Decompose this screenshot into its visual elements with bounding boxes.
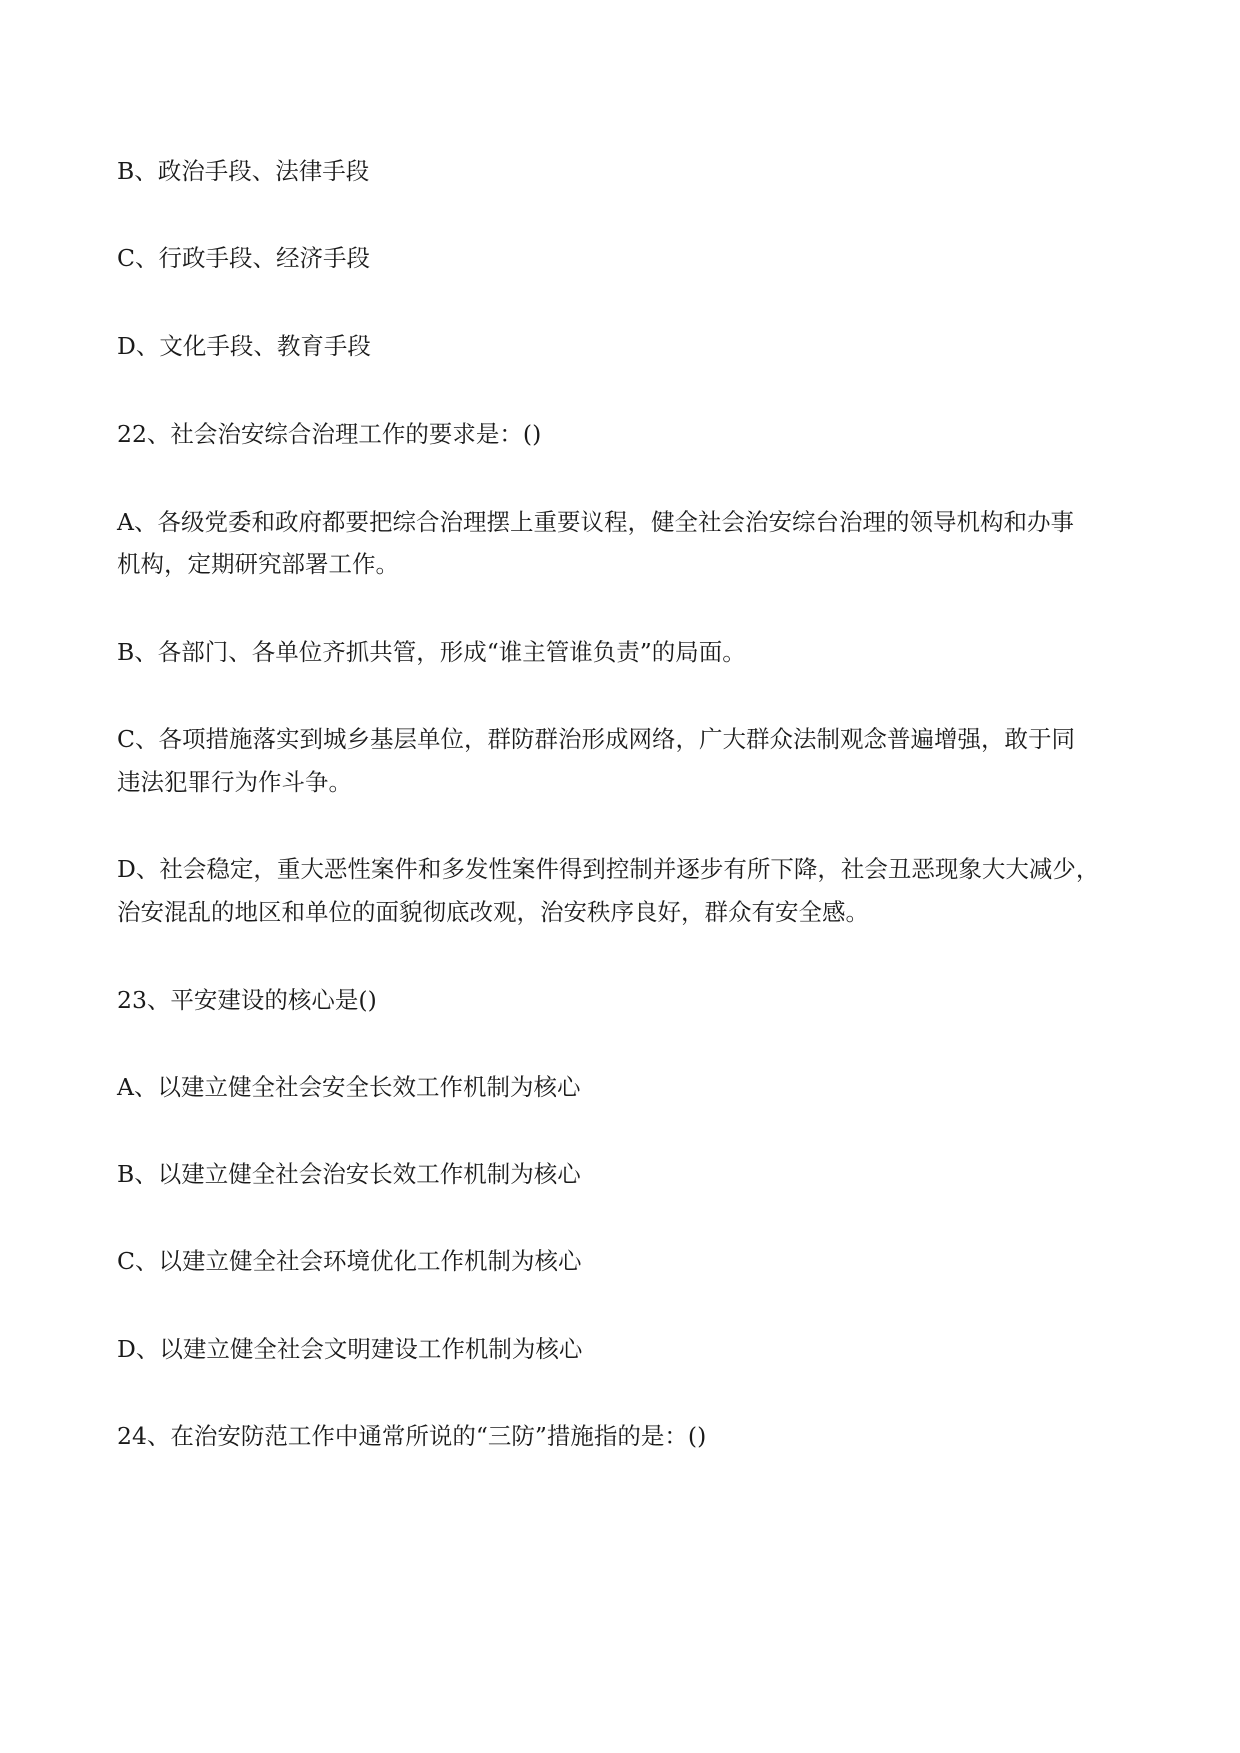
q21-option-c: C、行政手段、经济手段 bbox=[117, 244, 370, 272]
q22-option-d-line-1: D、社会稳定，重大恶性案件和多发性案件得到控制并逐步有所下降，社会丑恶现象大大减少， bbox=[117, 855, 1100, 883]
q24-question: 24、在治安防范工作中通常所说的“三防”措施指的是：() bbox=[117, 1422, 707, 1450]
q23-option-a: A、以建立健全社会安全长效工作机制为核心 bbox=[117, 1073, 581, 1101]
q22-option-a-line-2: 机构，定期研究部署工作。 bbox=[117, 550, 399, 578]
q23-question: 23、平安建设的核心是() bbox=[117, 986, 377, 1014]
q21-option-d: D、文化手段、教育手段 bbox=[117, 332, 371, 360]
q22-option-c-line-2: 违法犯罪行为作斗争。 bbox=[117, 768, 352, 796]
q21-option-b: B、政治手段、法律手段 bbox=[117, 157, 370, 185]
q22-option-b: B、各部门、各单位齐抓共管，形成“谁主管谁负责”的局面。 bbox=[117, 638, 746, 666]
q22-question: 22、社会治安综合治理工作的要求是：() bbox=[117, 420, 542, 448]
q22-option-d-line-2: 治安混乱的地区和单位的面貌彻底改观，治安秩序良好，群众有安全感。 bbox=[117, 898, 869, 926]
q23-option-b: B、以建立健全社会治安长效工作机制为核心 bbox=[117, 1160, 581, 1188]
q23-option-d: D、以建立健全社会文明建设工作机制为核心 bbox=[117, 1335, 583, 1363]
q22-option-c-line-1: C、各项措施落实到城乡基层单位，群防群治形成网络，广大群众法制观念普遍增强，敢于同 bbox=[117, 725, 1075, 753]
q22-option-a-line-1: A、各级党委和政府都要把综合治理摆上重要议程，健全社会治安综台治理的领导机构和办事 bbox=[117, 508, 1074, 536]
q23-option-c: C、以建立健全社会环境优化工作机制为核心 bbox=[117, 1247, 582, 1275]
